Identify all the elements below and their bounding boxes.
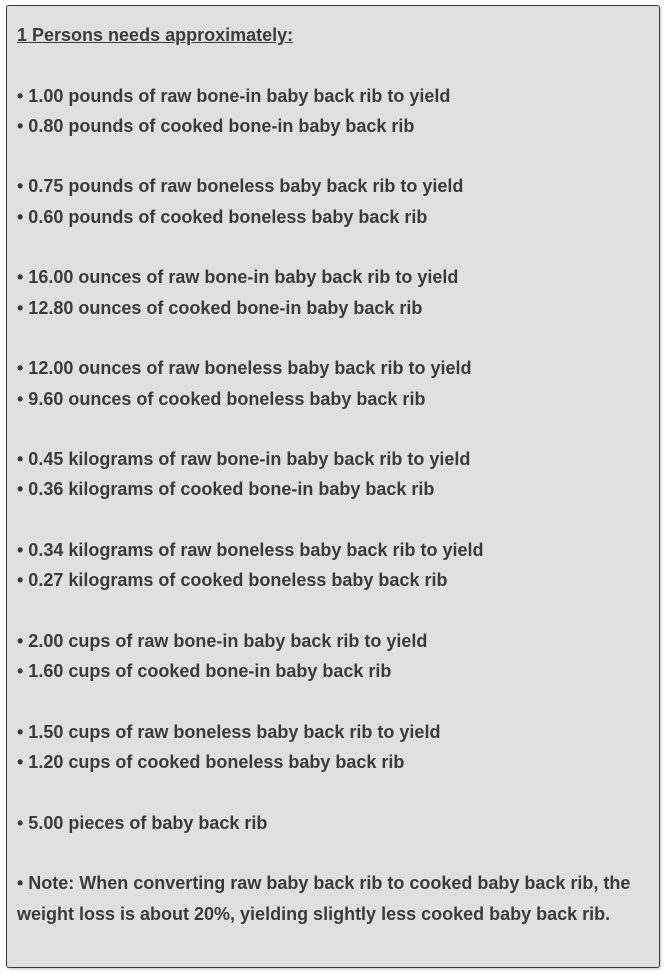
result-group-pieces bbox=[17, 808, 649, 838]
result-group-cups-boneless bbox=[17, 717, 649, 778]
result-line: • 1.20 cups of cooked boneless baby back rib bbox=[17, 752, 405, 773]
results-panel bbox=[6, 5, 660, 968]
result-line: • 2.00 cups of raw bone-in baby back rib to yield bbox=[17, 630, 428, 651]
result-line: • 0.45 kilograms of raw bone-in baby back rib to yield bbox=[17, 449, 471, 470]
result-line: • 0.75 pounds of raw boneless baby back rib to yield bbox=[17, 176, 464, 197]
result-line: • 12.00 ounces of raw boneless baby back rib to yield bbox=[17, 358, 472, 379]
result-line: • 12.80 ounces of cooked bone-in baby back rib bbox=[17, 297, 423, 318]
result-group-kilograms-bone-in bbox=[17, 444, 649, 505]
result-line: • 0.80 pounds of cooked bone-in baby back rib bbox=[17, 115, 415, 136]
result-line: • 1.60 cups of cooked bone-in baby back rib bbox=[17, 661, 392, 682]
result-group-pounds-boneless bbox=[17, 171, 649, 232]
result-group-pounds-bone-in bbox=[17, 81, 649, 142]
result-line: • 1.50 cups of raw boneless baby back rib to yield bbox=[17, 721, 441, 742]
result-line: • 1.00 pounds of raw bone-in baby back rib to yield bbox=[17, 85, 451, 106]
result-line: • 9.60 ounces of cooked boneless baby back rib bbox=[17, 388, 426, 409]
result-group-cups-bone-in bbox=[17, 626, 649, 687]
weight-loss-note: • Note: When converting raw baby back rib to cooked baby back rib, the weight loss is about 20%, yielding slightly less cooked baby back rib. bbox=[17, 873, 631, 924]
result-group-kilograms-boneless bbox=[17, 535, 649, 596]
results-title: 1 Persons needs approximately: bbox=[17, 25, 294, 45]
result-line: • 0.27 kilograms of cooked boneless baby back rib bbox=[17, 570, 448, 591]
result-line: • 0.34 kilograms of raw boneless baby back rib to yield bbox=[17, 540, 484, 561]
result-line: • 0.60 pounds of cooked boneless baby back rib bbox=[17, 206, 428, 227]
result-group-ounces-bone-in bbox=[17, 262, 649, 323]
result-line: • 0.36 kilograms of cooked bone-in baby back rib bbox=[17, 479, 435, 500]
result-line: • 16.00 ounces of raw bone-in baby back rib to yield bbox=[17, 267, 459, 288]
result-group-ounces-boneless bbox=[17, 353, 649, 414]
result-line: • 5.00 pieces of baby back rib bbox=[17, 812, 268, 833]
